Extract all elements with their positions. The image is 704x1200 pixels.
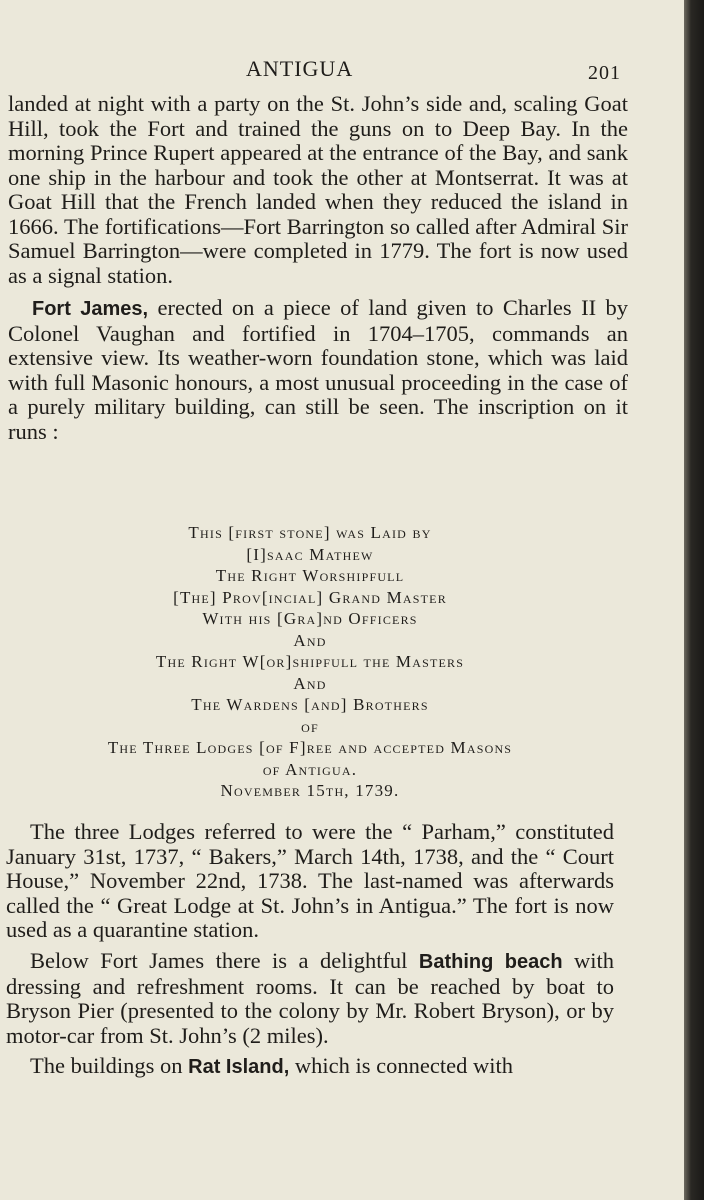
inscription-line: November 15th, 1739. xyxy=(220,781,400,800)
rat-island-text-before: The buildings on xyxy=(30,1053,189,1079)
rat-island-text-after: which is connected with xyxy=(289,1053,513,1079)
body-text-upper xyxy=(8,92,628,444)
bathing-text-before: Below Fort James there is a delightful xyxy=(30,947,419,973)
page-number: 201 xyxy=(588,62,621,84)
running-header xyxy=(0,50,684,90)
paragraph-rat-island xyxy=(6,1054,614,1080)
inscription-line: The Three Lodges [of F]ree and accepted Masons xyxy=(107,738,513,757)
running-title: ANTIGUA xyxy=(246,56,354,81)
inscription-line: The Wardens [and] Brothers xyxy=(191,695,429,714)
body-text-lower xyxy=(6,820,614,1080)
paragraph-lodges: The three Lodges referred to were the “ Parham,” constituted January 31st, 1737, “ Bakers,” March 14th, 1738, and the “ Court House,” November 22nd, 1738. The last-named was afterwards called the “ Great Lodge at St. John’s in Antigua.” The fort is now used as a quarantine station. xyxy=(6,819,614,943)
inscription-block xyxy=(10,522,610,802)
inscription-line: [The] Prov[incial] Grand Master xyxy=(173,587,447,607)
inscription-line: of xyxy=(301,716,319,736)
heading-fort-james: Fort James, xyxy=(32,298,149,320)
inscription-line: The Right Worshipfull xyxy=(215,566,405,585)
inscription-line: This [first stone] was Laid by xyxy=(188,523,432,542)
inscription-line: The Right W[or]shipfull the Masters xyxy=(155,652,465,671)
paragraph-fort-james xyxy=(8,296,628,444)
page-edge xyxy=(684,0,704,1200)
heading-rat-island: Rat Island, xyxy=(188,1056,290,1079)
inscription-line: With his [Gra]nd Officers xyxy=(202,609,418,628)
heading-bathing-beach: Bathing beach xyxy=(418,950,563,973)
inscription-line: of Antigua. xyxy=(262,759,358,779)
inscription-line: [I]saac Mathew xyxy=(246,544,374,564)
inscription-line: And xyxy=(293,673,327,693)
bathing-text-after: with dressing and refreshment rooms. It can be reached by boat to Bryson Pier (presented to the colony by Mr. Robert Bryson), or by motor-car from St. John’s (2 miles). xyxy=(6,947,615,1048)
inscription-line: And xyxy=(293,630,327,650)
paragraph-goat-hill: landed at night with a party on the St. John’s side and, scaling Goat Hill, took the Fort and trained the guns on to Deep Bay. In the morning Prince Rupert appeared at the entrance of the Bay, and sank one ship in the harbour and took the other at Montserrat. It was at Goat Hill that the French landed when they reduced the island in 1666. The fortifications—Fort Barrington so called after Admiral Sir Samuel Barrington—were completed in 1779. The fort is now used as a signal station. xyxy=(8,91,628,288)
fort-james-text: erected on a piece of land given to Charles II by Colonel Vaughan and fortified in 1704–1705, commands an extensive view. Its weather-worn foundation stone, which was laid with full Masonic honours, a most unusual proceeding in the case of a purely military building, can still be seen. The inscription on it runs : xyxy=(8,295,629,444)
paragraph-bathing-beach xyxy=(6,949,614,1048)
